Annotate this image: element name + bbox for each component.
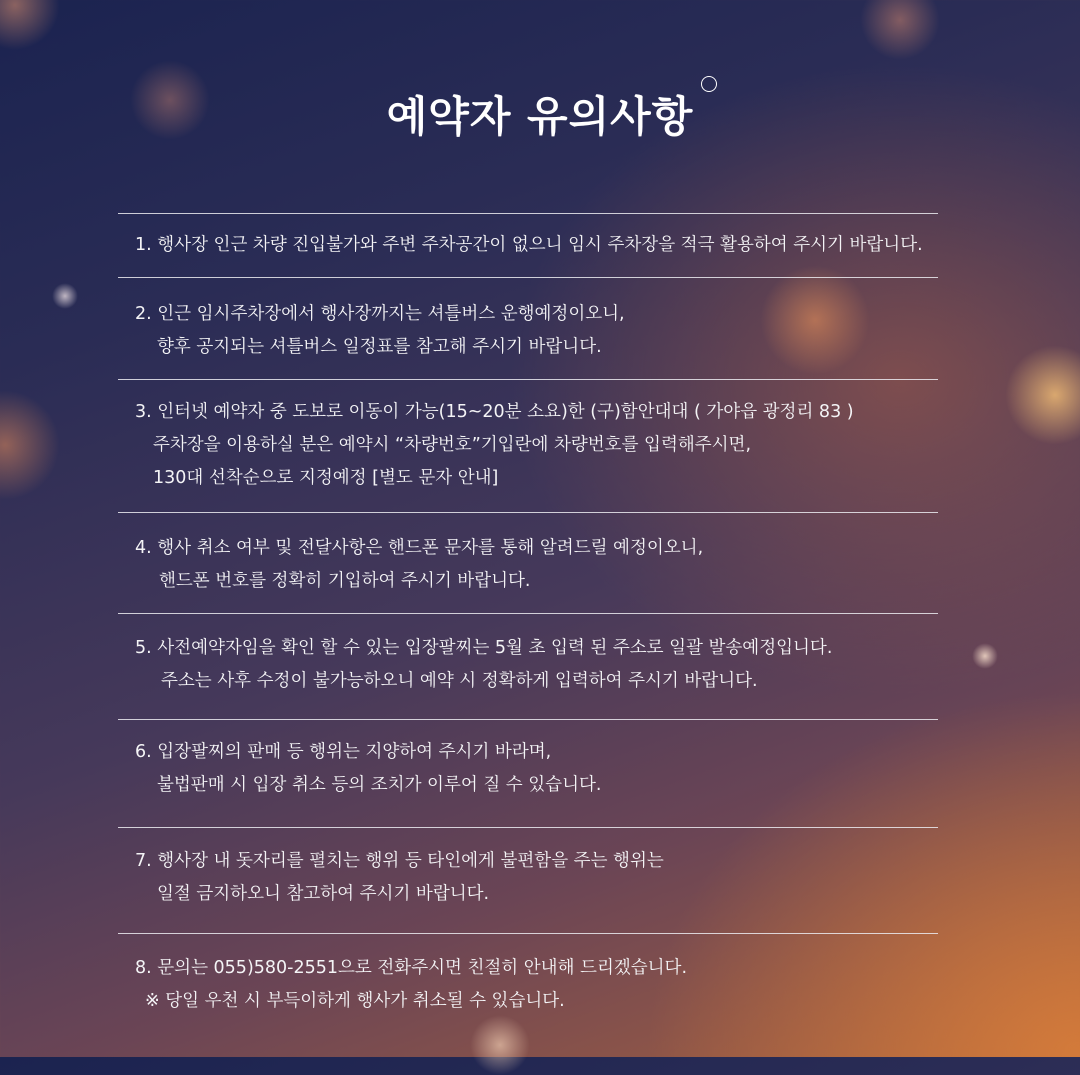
notice-line: 130대 선착순으로 지정예정 [별도 문자 안내] <box>153 468 499 488</box>
notice-line: 4. 행사 취소 여부 및 전달사항은 핸드폰 문자를 통해 알려드릴 예정이오니, <box>135 538 704 558</box>
notice-line: 2. 인근 임시주차장에서 행사장까지는 셔틀버스 운행예정이오니, <box>135 304 625 324</box>
bokeh-light <box>1005 345 1080 445</box>
notice-item-1 <box>135 229 955 262</box>
notice-line: 8. 문의는 055)580-2551으로 전화주시면 친절히 안내해 드리겠습니다. <box>135 958 688 978</box>
page-title <box>387 84 694 144</box>
bokeh-light <box>52 283 78 309</box>
divider <box>118 933 938 934</box>
title-wrap <box>0 84 1080 144</box>
divider <box>118 512 938 513</box>
bokeh-light <box>0 390 60 500</box>
notice-line: 5. 사전예약자임을 확인 할 수 있는 입장팔찌는 5월 초 입력 된 주소로 일괄 발송예정입니다. <box>135 638 833 658</box>
notice-line: 주차장을 이용하실 분은 예약시 “차량번호”기입란에 차량번호를 입력해주시면, <box>153 435 752 455</box>
notice-line: 일절 금지하오니 참고하여 주시기 바랍니다. <box>157 884 490 904</box>
notice-line: 6. 입장팔찌의 판매 등 행위는 지양하여 주시기 바라며, <box>135 742 552 762</box>
divider <box>118 379 938 380</box>
divider <box>118 827 938 828</box>
notice-line: 불법판매 시 입장 취소 등의 조치가 이루어 질 수 있습니다. <box>157 775 602 795</box>
notice-line: 주소는 사후 수정이 불가능하오니 예약 시 정확하게 입력하여 주시기 바랍니다. <box>161 671 758 691</box>
notice-line: 핸드폰 번호를 정확히 기입하여 주시기 바랍니다. <box>159 571 531 591</box>
notice-item-7 <box>135 845 955 911</box>
notice-item-4 <box>135 532 955 598</box>
bokeh-light <box>860 0 940 60</box>
bokeh-light <box>0 0 60 50</box>
circle-ornament-icon <box>701 76 717 92</box>
notice-item-3 <box>135 396 955 495</box>
notice-line: 1. 행사장 인근 차량 진입불가와 주변 주차공간이 없으니 임시 주차장을 적극 활용하여 주시기 바랍니다. <box>135 235 923 255</box>
page-title-text: 예약자 유의사항 <box>386 92 694 141</box>
notice-item-8 <box>135 952 955 1018</box>
bokeh-light <box>972 643 998 669</box>
notice-line: 7. 행사장 내 돗자리를 펼치는 행위 등 타인에게 불편함을 주는 행위는 <box>135 851 664 871</box>
divider <box>118 719 938 720</box>
divider <box>118 613 938 614</box>
divider <box>118 277 938 278</box>
notice-item-6 <box>135 736 955 802</box>
notice-item-5 <box>135 632 955 698</box>
notice-line: ※ 당일 우천 시 부득이하게 행사가 취소될 수 있습니다. <box>145 991 565 1011</box>
notice-line: 향후 공지되는 셔틀버스 일정표를 참고해 주시기 바랍니다. <box>157 337 602 357</box>
notice-item-2 <box>135 298 955 364</box>
divider <box>118 213 938 214</box>
bokeh-light <box>470 1015 530 1075</box>
notice-line: 3. 인터넷 예약자 중 도보로 이동이 가능(15~20분 소요)한 (구)함안대대 ( 가야읍 광정리 83 ) <box>135 402 854 422</box>
